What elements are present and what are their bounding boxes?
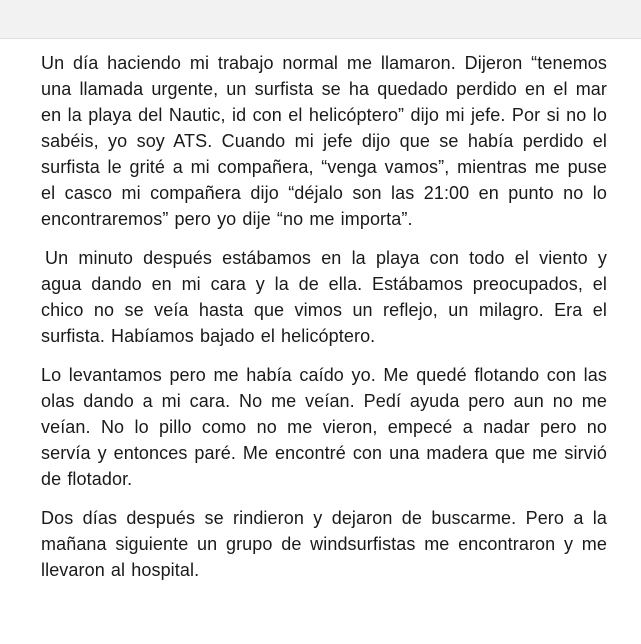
paragraph-3: Lo levantamos pero me había caído yo. Me quedé flotando con las olas dando a mi cara. No me veían. Pedí ayuda pero aun no me veían. No lo pillo como no me vieron, empecé a nadar pero no servía y entonces paré. Me encontré con una madera que me sirvió de flotador. [41, 365, 607, 489]
top-band [0, 0, 641, 39]
paragraph-2: Un minuto después estábamos en la playa con todo el viento y agua dando en mi cara y la de ella. Estábamos preocupados, el chico no se veía hasta que vimos un reflejo, un milagro. Era el surfista. Habíamos bajado el helicóptero. [41, 248, 607, 346]
paragraph-4: Dos días después se rindieron y dejaron de buscarme. Pero a la mañana siguiente un grupo de windsurfistas me encontraron y me llevaron al hospital. [41, 508, 607, 580]
document-page [41, 50, 607, 596]
paragraph-1: Un día haciendo mi trabajo normal me llamaron. Dijeron “tenemos una llamada urgente, un surfista se ha quedado perdido en el mar en la playa del Nautic, id con el helicóptero” dijo mi jefe. Por si no lo sabéis, yo soy ATS. Cuando mi jefe dijo que se había perdido el surfista le grité a mi compañera, “venga vamos”, mientras me puse el casco mi compañera dijo “déjalo son las 21:00 en punto no lo encontraremos” pero yo dije “no me importa”. [41, 53, 607, 229]
